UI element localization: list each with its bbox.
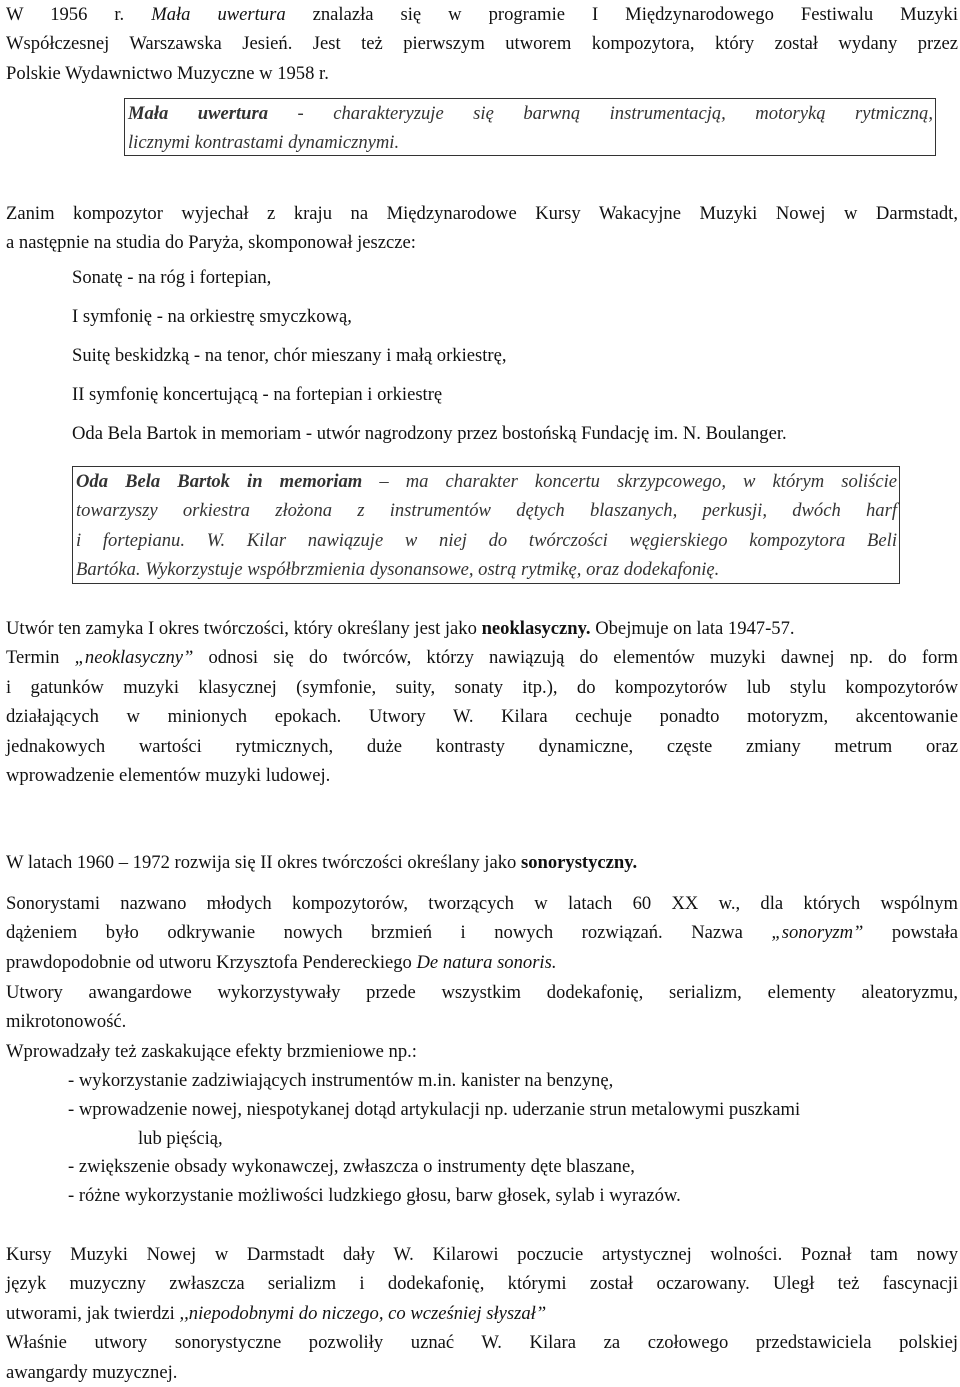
note-box-oda bbox=[72, 466, 900, 584]
key-term: neoklasyczny. bbox=[481, 618, 591, 639]
text-line: Termin „neoklasyczny” odnosi się do twórców, którzy nawiązują do elementów muzyki dawnej np. do form bbox=[6, 647, 959, 669]
work-title: De natura sonoris. bbox=[416, 951, 557, 973]
text-line: Wprowadzały też zaskakujące efekty brzmieniowe np.: bbox=[6, 1041, 417, 1062]
text-line: prawdopodobnie od utworu Krzysztofa Pendereckiego De natura sonoris. bbox=[6, 951, 557, 973]
list-item: - wykorzystanie zadziwiających instrumentów m.in. kanister na benzynę, bbox=[68, 1070, 614, 1091]
list-item: - zwiększenie obsady wykonawczej, zwłaszcza o instrumenty dęte blaszane, bbox=[68, 1156, 635, 1177]
list-item: Sonatę - na róg i fortepian, bbox=[72, 267, 272, 288]
text-line: Kursy Muzyki Nowej w Darmstadt dały W. Kilarowi poczucie artystycznej wolności. Poznał tam nowy bbox=[6, 1244, 958, 1265]
paragraph-festival bbox=[6, 0, 958, 88]
work-title: Mała uwertura bbox=[151, 4, 286, 25]
note-box-mala-uwertura bbox=[124, 98, 936, 156]
work-title: Mała uwertura bbox=[128, 103, 269, 124]
list-item: Oda Bela Bartok in memoriam - utwór nagrodzony przez bostońską Fundację im. N. Boulanger. bbox=[72, 423, 787, 444]
text-line: Zanim kompozytor wyjechał z kraju na Międzynarodowe Kursy Wakacyjne Muzyki Nowej w Darmstadt, bbox=[6, 203, 958, 224]
text-line: W latach 1960 – 1972 rozwija się II okres twórczości określany jako sonorystyczny. bbox=[6, 852, 638, 873]
paragraph-neoclassical bbox=[6, 614, 958, 790]
text-line: utworami, jak twierdzi ,,niepodobnymi do niczego, co wcześniej słyszał” bbox=[6, 1302, 547, 1324]
key-term: „sonoryzm” bbox=[771, 922, 864, 944]
text-line: Sonorystami nazwano młodych kompozytorów, tworzących w latach 60 XX w., dla których wspólnym bbox=[6, 893, 958, 914]
text-line: i gatunków muzyki klasycznej (symfonie, suity, sonaty itp.), do kompozytorów lub stylu kompozytorów bbox=[6, 676, 958, 698]
paragraph-darmstadt-freedom bbox=[6, 1240, 958, 1387]
text-line: Współczesnej Warszawska Jesień. Jest też pierwszym utworem kompozytora, który został wydany przez bbox=[6, 33, 958, 55]
text-line: Właśnie utwory sonorystyczne pozwoliły uznać W. Kilara za czołowego przedstawiciela polskiej bbox=[6, 1332, 958, 1354]
text-line: Polskie Wydawnictwo Muzyczne w 1958 r. bbox=[6, 62, 329, 84]
text-line: Bartóka. Wykorzystuje współbrzmienia dysonansowe, ostrą rytmikę, oraz dodekafonię. bbox=[76, 559, 720, 581]
list-item: - różne wykorzystanie możliwości ludzkiego głosu, barw głosek, sylab i wyrazów. bbox=[68, 1185, 681, 1206]
text-line: język muzyczny zwłaszcza serializm i dodekafonię, którymi został oczarowany. Uległ też fascynacji bbox=[6, 1273, 958, 1295]
text-line: W 1956 r. Mała uwertura znalazła się w programie I Międzynarodowego Festiwalu Muzyki bbox=[6, 4, 958, 25]
list-item: II symfonię koncertującą - na fortepian i orkiestrę bbox=[72, 384, 443, 405]
paragraph-sonoristic-period bbox=[6, 848, 958, 877]
text-line: i fortepianu. W. Kilar nawiązuje w niej do twórczości węgierskiego kompozytora Beli bbox=[76, 529, 897, 551]
text-line: Oda Bela Bartok in memoriam – ma charakter koncertu skrzypcowego, w którym soliście bbox=[76, 471, 897, 492]
list-item-continuation: lub pięścią, bbox=[138, 1128, 223, 1149]
text-line: Utwór ten zamyka I okres twórczości, który określany jest jako neoklasyczny. Obejmuje on lata 1947-57. bbox=[6, 618, 795, 639]
paragraph-effects-intro bbox=[6, 1037, 958, 1066]
text-line: Utwory awangardowe wykorzystywały przede wszystkim dodekafonię, serializm, elementy aleatoryzmu, bbox=[6, 982, 958, 1003]
text-line: działających w minionych epokach. Utwory W. Kilara cechuje ponadto motoryzm, akcentowanie bbox=[6, 706, 958, 728]
text-line: awangardy muzycznej. bbox=[6, 1361, 178, 1383]
text-line: Mała uwertura - charakteryzuje się barwną instrumentacją, motoryką rytmiczną, bbox=[128, 103, 933, 124]
work-title: Oda Bela Bartok in memoriam bbox=[76, 471, 363, 492]
text-line: a następnie na studia do Paryża, skomponował jeszcze: bbox=[6, 232, 416, 254]
key-term: „neoklasyczny” bbox=[74, 647, 194, 669]
list-item: - wprowadzenie nowej, niespotykanej dotąd artykulacji np. uderzanie strun metalowymi puszkami bbox=[68, 1099, 801, 1120]
quote: ,,niepodobnymi do niczego, co wcześniej słyszał” bbox=[179, 1302, 547, 1324]
paragraph-avantgarde bbox=[6, 978, 958, 1037]
paragraph-darmstadt bbox=[6, 199, 958, 258]
text-line: licznymi kontrastami dynamicznymi. bbox=[128, 132, 400, 154]
text-line: dążeniem było odkrywanie nowych brzmień i nowych rozwiązań. Nazwa „sonoryzm” powstała bbox=[6, 922, 958, 944]
text-line: wprowadzenie elementów muzyki ludowej. bbox=[6, 765, 331, 787]
key-term: sonorystyczny. bbox=[520, 852, 638, 873]
text-line: mikrotonowość. bbox=[6, 1011, 127, 1033]
paragraph-sonorists bbox=[6, 889, 958, 977]
text-line: jednakowych wartości rytmicznych, duże kontrasty dynamiczne, częste zmiany metrum oraz bbox=[6, 735, 958, 757]
text-line: towarzyszy orkiestra złożona z instrumentów dętych blaszanych, perkusji, dwóch harf bbox=[76, 500, 897, 522]
list-item: Suitę beskidzką - na tenor, chór mieszany i małą orkiestrę, bbox=[72, 345, 507, 366]
list-item: I symfonię - na orkiestrę smyczkową, bbox=[72, 306, 352, 327]
